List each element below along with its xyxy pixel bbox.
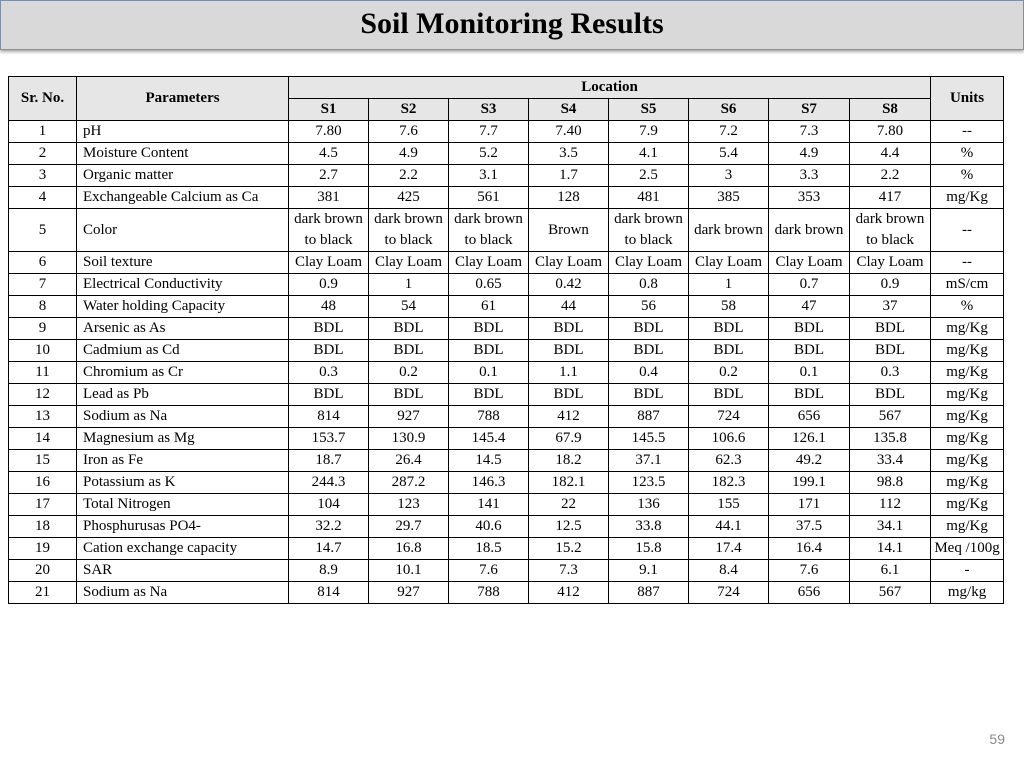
table-row	[9, 143, 1004, 165]
value-cell-s5: 0.8	[609, 274, 689, 296]
value-cell-s1: 0.9	[289, 274, 369, 296]
sr-no-cell: 14	[9, 428, 77, 450]
value-cell-s2: 16.8	[369, 538, 449, 560]
value-cell-s6: 385	[689, 187, 769, 209]
value-cell-s2: 287.2	[369, 472, 449, 494]
unit-cell: mg/Kg	[931, 428, 1004, 450]
sr-no-cell: 9	[9, 318, 77, 340]
value-cell-s1: 2.7	[289, 165, 369, 187]
value-cell-s1: 814	[289, 406, 369, 428]
value-cell-s7: BDL	[769, 384, 850, 406]
value-cell-s8: 4.4	[850, 143, 931, 165]
header-location-s7: S7	[769, 99, 850, 121]
value-cell-s1: BDL	[289, 318, 369, 340]
sr-no-cell: 7	[9, 274, 77, 296]
value-cell-s4: 412	[529, 406, 609, 428]
value-cell-s8: 6.1	[850, 560, 931, 582]
value-cell-s5: BDL	[609, 340, 689, 362]
value-cell-s3: 0.1	[449, 362, 529, 384]
value-cell-s4: Brown	[529, 209, 609, 252]
value-cell-s3: 7.7	[449, 121, 529, 143]
value-cell-s3: 7.6	[449, 560, 529, 582]
value-cell-s6: 1	[689, 274, 769, 296]
value-cell-s5: 887	[609, 582, 689, 604]
value-cell-s3: Clay Loam	[449, 252, 529, 274]
value-cell-s6: BDL	[689, 340, 769, 362]
parameter-cell: Soil texture	[77, 252, 289, 274]
table-row	[9, 165, 1004, 187]
value-cell-s3: 18.5	[449, 538, 529, 560]
parameter-cell: Electrical Conductivity	[77, 274, 289, 296]
sr-no-cell: 5	[9, 209, 77, 252]
value-cell-s5: 145.5	[609, 428, 689, 450]
value-cell-s7: 199.1	[769, 472, 850, 494]
value-cell-s4: BDL	[529, 318, 609, 340]
header-row-top	[9, 77, 1004, 99]
parameter-cell: Sodium as Na	[77, 406, 289, 428]
parameter-cell: Total Nitrogen	[77, 494, 289, 516]
header-sr-no: Sr. No.	[9, 77, 77, 121]
value-cell-s1: 104	[289, 494, 369, 516]
unit-cell: --	[931, 121, 1004, 143]
value-cell-s2: 123	[369, 494, 449, 516]
header-location-s4: S4	[529, 99, 609, 121]
value-cell-s8: dark brown to black	[850, 209, 931, 252]
value-cell-s6: 3	[689, 165, 769, 187]
value-cell-s4: Clay Loam	[529, 252, 609, 274]
value-cell-s3: BDL	[449, 340, 529, 362]
table-row	[9, 472, 1004, 494]
value-cell-s3: 145.4	[449, 428, 529, 450]
value-cell-s2: BDL	[369, 340, 449, 362]
value-cell-s3: 146.3	[449, 472, 529, 494]
value-cell-s3: 40.6	[449, 516, 529, 538]
sr-no-cell: 12	[9, 384, 77, 406]
sr-no-cell: 10	[9, 340, 77, 362]
value-cell-s5: 0.4	[609, 362, 689, 384]
value-cell-s3: 14.5	[449, 450, 529, 472]
value-cell-s4: 412	[529, 582, 609, 604]
value-cell-s3: BDL	[449, 318, 529, 340]
unit-cell: mg/kg	[931, 582, 1004, 604]
unit-cell: mg/Kg	[931, 516, 1004, 538]
sr-no-cell: 4	[9, 187, 77, 209]
value-cell-s4: 3.5	[529, 143, 609, 165]
page-title: Soil Monitoring Results	[360, 7, 664, 40]
parameter-cell: Cadmium as Cd	[77, 340, 289, 362]
value-cell-s6: 58	[689, 296, 769, 318]
header-location-s3: S3	[449, 99, 529, 121]
value-cell-s8: 112	[850, 494, 931, 516]
parameter-cell: Arsenic as As	[77, 318, 289, 340]
value-cell-s3: 141	[449, 494, 529, 516]
unit-cell: mg/Kg	[931, 362, 1004, 384]
unit-cell: mg/Kg	[931, 340, 1004, 362]
value-cell-s5: 15.8	[609, 538, 689, 560]
value-cell-s7: 7.6	[769, 560, 850, 582]
value-cell-s4: 44	[529, 296, 609, 318]
value-cell-s6: 7.2	[689, 121, 769, 143]
table-row	[9, 560, 1004, 582]
value-cell-s6: 17.4	[689, 538, 769, 560]
table-body	[9, 121, 1004, 604]
header-location-s2: S2	[369, 99, 449, 121]
parameter-cell: Phosphurusas PO4-	[77, 516, 289, 538]
value-cell-s6: dark brown	[689, 209, 769, 252]
sr-no-cell: 18	[9, 516, 77, 538]
parameter-cell: Iron as Fe	[77, 450, 289, 472]
parameter-cell: Lead as Pb	[77, 384, 289, 406]
header-location-s8: S8	[850, 99, 931, 121]
value-cell-s4: 22	[529, 494, 609, 516]
value-cell-s7: BDL	[769, 340, 850, 362]
value-cell-s7: 0.7	[769, 274, 850, 296]
value-cell-s4: 12.5	[529, 516, 609, 538]
value-cell-s5: Clay Loam	[609, 252, 689, 274]
table-row	[9, 494, 1004, 516]
parameter-cell: Moisture Content	[77, 143, 289, 165]
value-cell-s3: BDL	[449, 384, 529, 406]
value-cell-s8: 135.8	[850, 428, 931, 450]
value-cell-s4: 0.42	[529, 274, 609, 296]
value-cell-s7: 353	[769, 187, 850, 209]
value-cell-s8: 0.3	[850, 362, 931, 384]
parameter-cell: Water holding Capacity	[77, 296, 289, 318]
table-row	[9, 340, 1004, 362]
value-cell-s6: Clay Loam	[689, 252, 769, 274]
value-cell-s4: BDL	[529, 384, 609, 406]
value-cell-s5: 56	[609, 296, 689, 318]
value-cell-s5: 123.5	[609, 472, 689, 494]
parameter-cell: Chromium as Cr	[77, 362, 289, 384]
value-cell-s2: 2.2	[369, 165, 449, 187]
value-cell-s6: 106.6	[689, 428, 769, 450]
value-cell-s7: Clay Loam	[769, 252, 850, 274]
parameter-cell: Exchangeable Calcium as Ca	[77, 187, 289, 209]
value-cell-s1: 381	[289, 187, 369, 209]
value-cell-s1: 14.7	[289, 538, 369, 560]
header-units: Units	[931, 77, 1004, 121]
value-cell-s7: BDL	[769, 318, 850, 340]
unit-cell: mg/Kg	[931, 318, 1004, 340]
table-row	[9, 582, 1004, 604]
table-row	[9, 516, 1004, 538]
value-cell-s3: 61	[449, 296, 529, 318]
value-cell-s2: 7.6	[369, 121, 449, 143]
value-cell-s5: 2.5	[609, 165, 689, 187]
sr-no-cell: 2	[9, 143, 77, 165]
sr-no-cell: 16	[9, 472, 77, 494]
header-location-s6: S6	[689, 99, 769, 121]
value-cell-s2: 54	[369, 296, 449, 318]
unit-cell: mg/Kg	[931, 494, 1004, 516]
value-cell-s8: 567	[850, 406, 931, 428]
header-location: Location	[289, 77, 931, 99]
unit-cell: mg/Kg	[931, 187, 1004, 209]
value-cell-s8: 98.8	[850, 472, 931, 494]
value-cell-s5: 7.9	[609, 121, 689, 143]
value-cell-s2: 1	[369, 274, 449, 296]
header-parameters: Parameters	[77, 77, 289, 121]
value-cell-s7: 656	[769, 406, 850, 428]
sr-no-cell: 13	[9, 406, 77, 428]
value-cell-s8: BDL	[850, 340, 931, 362]
page-number: 59	[989, 731, 1005, 747]
value-cell-s2: Clay Loam	[369, 252, 449, 274]
unit-cell: %	[931, 296, 1004, 318]
value-cell-s4: 18.2	[529, 450, 609, 472]
value-cell-s5: 9.1	[609, 560, 689, 582]
value-cell-s7: 37.5	[769, 516, 850, 538]
value-cell-s7: 4.9	[769, 143, 850, 165]
value-cell-s8: 34.1	[850, 516, 931, 538]
value-cell-s2: dark brown to black	[369, 209, 449, 252]
value-cell-s1: BDL	[289, 340, 369, 362]
value-cell-s6: 5.4	[689, 143, 769, 165]
value-cell-s8: 567	[850, 582, 931, 604]
value-cell-s1: 4.5	[289, 143, 369, 165]
sr-no-cell: 17	[9, 494, 77, 516]
sr-no-cell: 20	[9, 560, 77, 582]
value-cell-s7: dark brown	[769, 209, 850, 252]
table-row	[9, 296, 1004, 318]
value-cell-s2: 0.2	[369, 362, 449, 384]
value-cell-s5: dark brown to black	[609, 209, 689, 252]
value-cell-s6: 8.4	[689, 560, 769, 582]
value-cell-s4: 1.7	[529, 165, 609, 187]
value-cell-s3: 788	[449, 406, 529, 428]
value-cell-s7: 0.1	[769, 362, 850, 384]
value-cell-s4: 7.40	[529, 121, 609, 143]
unit-cell: -	[931, 560, 1004, 582]
table-row	[9, 384, 1004, 406]
table-row	[9, 252, 1004, 274]
header-location-s1: S1	[289, 99, 369, 121]
value-cell-s3: 561	[449, 187, 529, 209]
value-cell-s1: 0.3	[289, 362, 369, 384]
value-cell-s8: Clay Loam	[850, 252, 931, 274]
value-cell-s5: 887	[609, 406, 689, 428]
unit-cell: %	[931, 165, 1004, 187]
parameter-cell: Color	[77, 209, 289, 252]
sr-no-cell: 21	[9, 582, 77, 604]
table-row	[9, 209, 1004, 252]
value-cell-s8: 14.1	[850, 538, 931, 560]
unit-cell: Meq /100g	[931, 538, 1004, 560]
table-row	[9, 538, 1004, 560]
value-cell-s4: 182.1	[529, 472, 609, 494]
value-cell-s4: 67.9	[529, 428, 609, 450]
value-cell-s5: 136	[609, 494, 689, 516]
sr-no-cell: 1	[9, 121, 77, 143]
value-cell-s6: 44.1	[689, 516, 769, 538]
value-cell-s2: 26.4	[369, 450, 449, 472]
value-cell-s6: 62.3	[689, 450, 769, 472]
value-cell-s3: 0.65	[449, 274, 529, 296]
value-cell-s4: 7.3	[529, 560, 609, 582]
sr-no-cell: 6	[9, 252, 77, 274]
value-cell-s3: 3.1	[449, 165, 529, 187]
value-cell-s1: 153.7	[289, 428, 369, 450]
title-bar	[0, 0, 1024, 50]
value-cell-s6: 724	[689, 406, 769, 428]
value-cell-s8: 0.9	[850, 274, 931, 296]
value-cell-s4: 128	[529, 187, 609, 209]
value-cell-s1: Clay Loam	[289, 252, 369, 274]
value-cell-s3: 788	[449, 582, 529, 604]
value-cell-s5: 4.1	[609, 143, 689, 165]
table-row	[9, 428, 1004, 450]
value-cell-s1: 7.80	[289, 121, 369, 143]
value-cell-s3: dark brown to black	[449, 209, 529, 252]
value-cell-s2: 927	[369, 406, 449, 428]
unit-cell: mg/Kg	[931, 406, 1004, 428]
value-cell-s4: 15.2	[529, 538, 609, 560]
value-cell-s1: dark brown to black	[289, 209, 369, 252]
table-header	[9, 77, 1004, 121]
parameter-cell: pH	[77, 121, 289, 143]
value-cell-s8: 417	[850, 187, 931, 209]
table-row	[9, 121, 1004, 143]
table-row	[9, 318, 1004, 340]
value-cell-s5: 481	[609, 187, 689, 209]
parameter-cell: Cation exchange capacity	[77, 538, 289, 560]
value-cell-s1: 8.9	[289, 560, 369, 582]
value-cell-s1: 18.7	[289, 450, 369, 472]
value-cell-s5: 33.8	[609, 516, 689, 538]
value-cell-s8: 37	[850, 296, 931, 318]
value-cell-s2: BDL	[369, 384, 449, 406]
value-cell-s7: 171	[769, 494, 850, 516]
sr-no-cell: 8	[9, 296, 77, 318]
value-cell-s7: 656	[769, 582, 850, 604]
value-cell-s7: 7.3	[769, 121, 850, 143]
value-cell-s1: BDL	[289, 384, 369, 406]
value-cell-s2: 425	[369, 187, 449, 209]
value-cell-s8: 2.2	[850, 165, 931, 187]
value-cell-s7: 126.1	[769, 428, 850, 450]
sr-no-cell: 15	[9, 450, 77, 472]
soil-results-table	[8, 76, 1004, 604]
table-row	[9, 450, 1004, 472]
unit-cell: --	[931, 209, 1004, 252]
value-cell-s8: BDL	[850, 318, 931, 340]
parameter-cell: Organic matter	[77, 165, 289, 187]
parameter-cell: Magnesium as Mg	[77, 428, 289, 450]
value-cell-s1: 32.2	[289, 516, 369, 538]
value-cell-s5: BDL	[609, 318, 689, 340]
value-cell-s7: 16.4	[769, 538, 850, 560]
table-row	[9, 362, 1004, 384]
table-row	[9, 187, 1004, 209]
value-cell-s5: BDL	[609, 384, 689, 406]
table-row	[9, 406, 1004, 428]
sr-no-cell: 3	[9, 165, 77, 187]
value-cell-s2: 29.7	[369, 516, 449, 538]
unit-cell: mg/Kg	[931, 450, 1004, 472]
value-cell-s2: 130.9	[369, 428, 449, 450]
value-cell-s2: 10.1	[369, 560, 449, 582]
value-cell-s6: 724	[689, 582, 769, 604]
unit-cell: mS/cm	[931, 274, 1004, 296]
sr-no-cell: 19	[9, 538, 77, 560]
unit-cell: --	[931, 252, 1004, 274]
value-cell-s1: 48	[289, 296, 369, 318]
value-cell-s8: BDL	[850, 384, 931, 406]
unit-cell: mg/Kg	[931, 472, 1004, 494]
value-cell-s7: 47	[769, 296, 850, 318]
value-cell-s6: BDL	[689, 318, 769, 340]
value-cell-s4: 1.1	[529, 362, 609, 384]
header-location-s5: S5	[609, 99, 689, 121]
value-cell-s8: 7.80	[850, 121, 931, 143]
unit-cell: mg/Kg	[931, 384, 1004, 406]
value-cell-s2: 4.9	[369, 143, 449, 165]
sr-no-cell: 11	[9, 362, 77, 384]
parameter-cell: SAR	[77, 560, 289, 582]
value-cell-s6: 0.2	[689, 362, 769, 384]
value-cell-s6: 155	[689, 494, 769, 516]
parameter-cell: Sodium as Na	[77, 582, 289, 604]
parameter-cell: Potassium as K	[77, 472, 289, 494]
value-cell-s7: 3.3	[769, 165, 850, 187]
value-cell-s2: BDL	[369, 318, 449, 340]
unit-cell: %	[931, 143, 1004, 165]
value-cell-s3: 5.2	[449, 143, 529, 165]
value-cell-s4: BDL	[529, 340, 609, 362]
value-cell-s6: 182.3	[689, 472, 769, 494]
value-cell-s2: 927	[369, 582, 449, 604]
value-cell-s5: 37.1	[609, 450, 689, 472]
value-cell-s6: BDL	[689, 384, 769, 406]
value-cell-s8: 33.4	[850, 450, 931, 472]
value-cell-s1: 244.3	[289, 472, 369, 494]
value-cell-s7: 49.2	[769, 450, 850, 472]
value-cell-s1: 814	[289, 582, 369, 604]
table-row	[9, 274, 1004, 296]
